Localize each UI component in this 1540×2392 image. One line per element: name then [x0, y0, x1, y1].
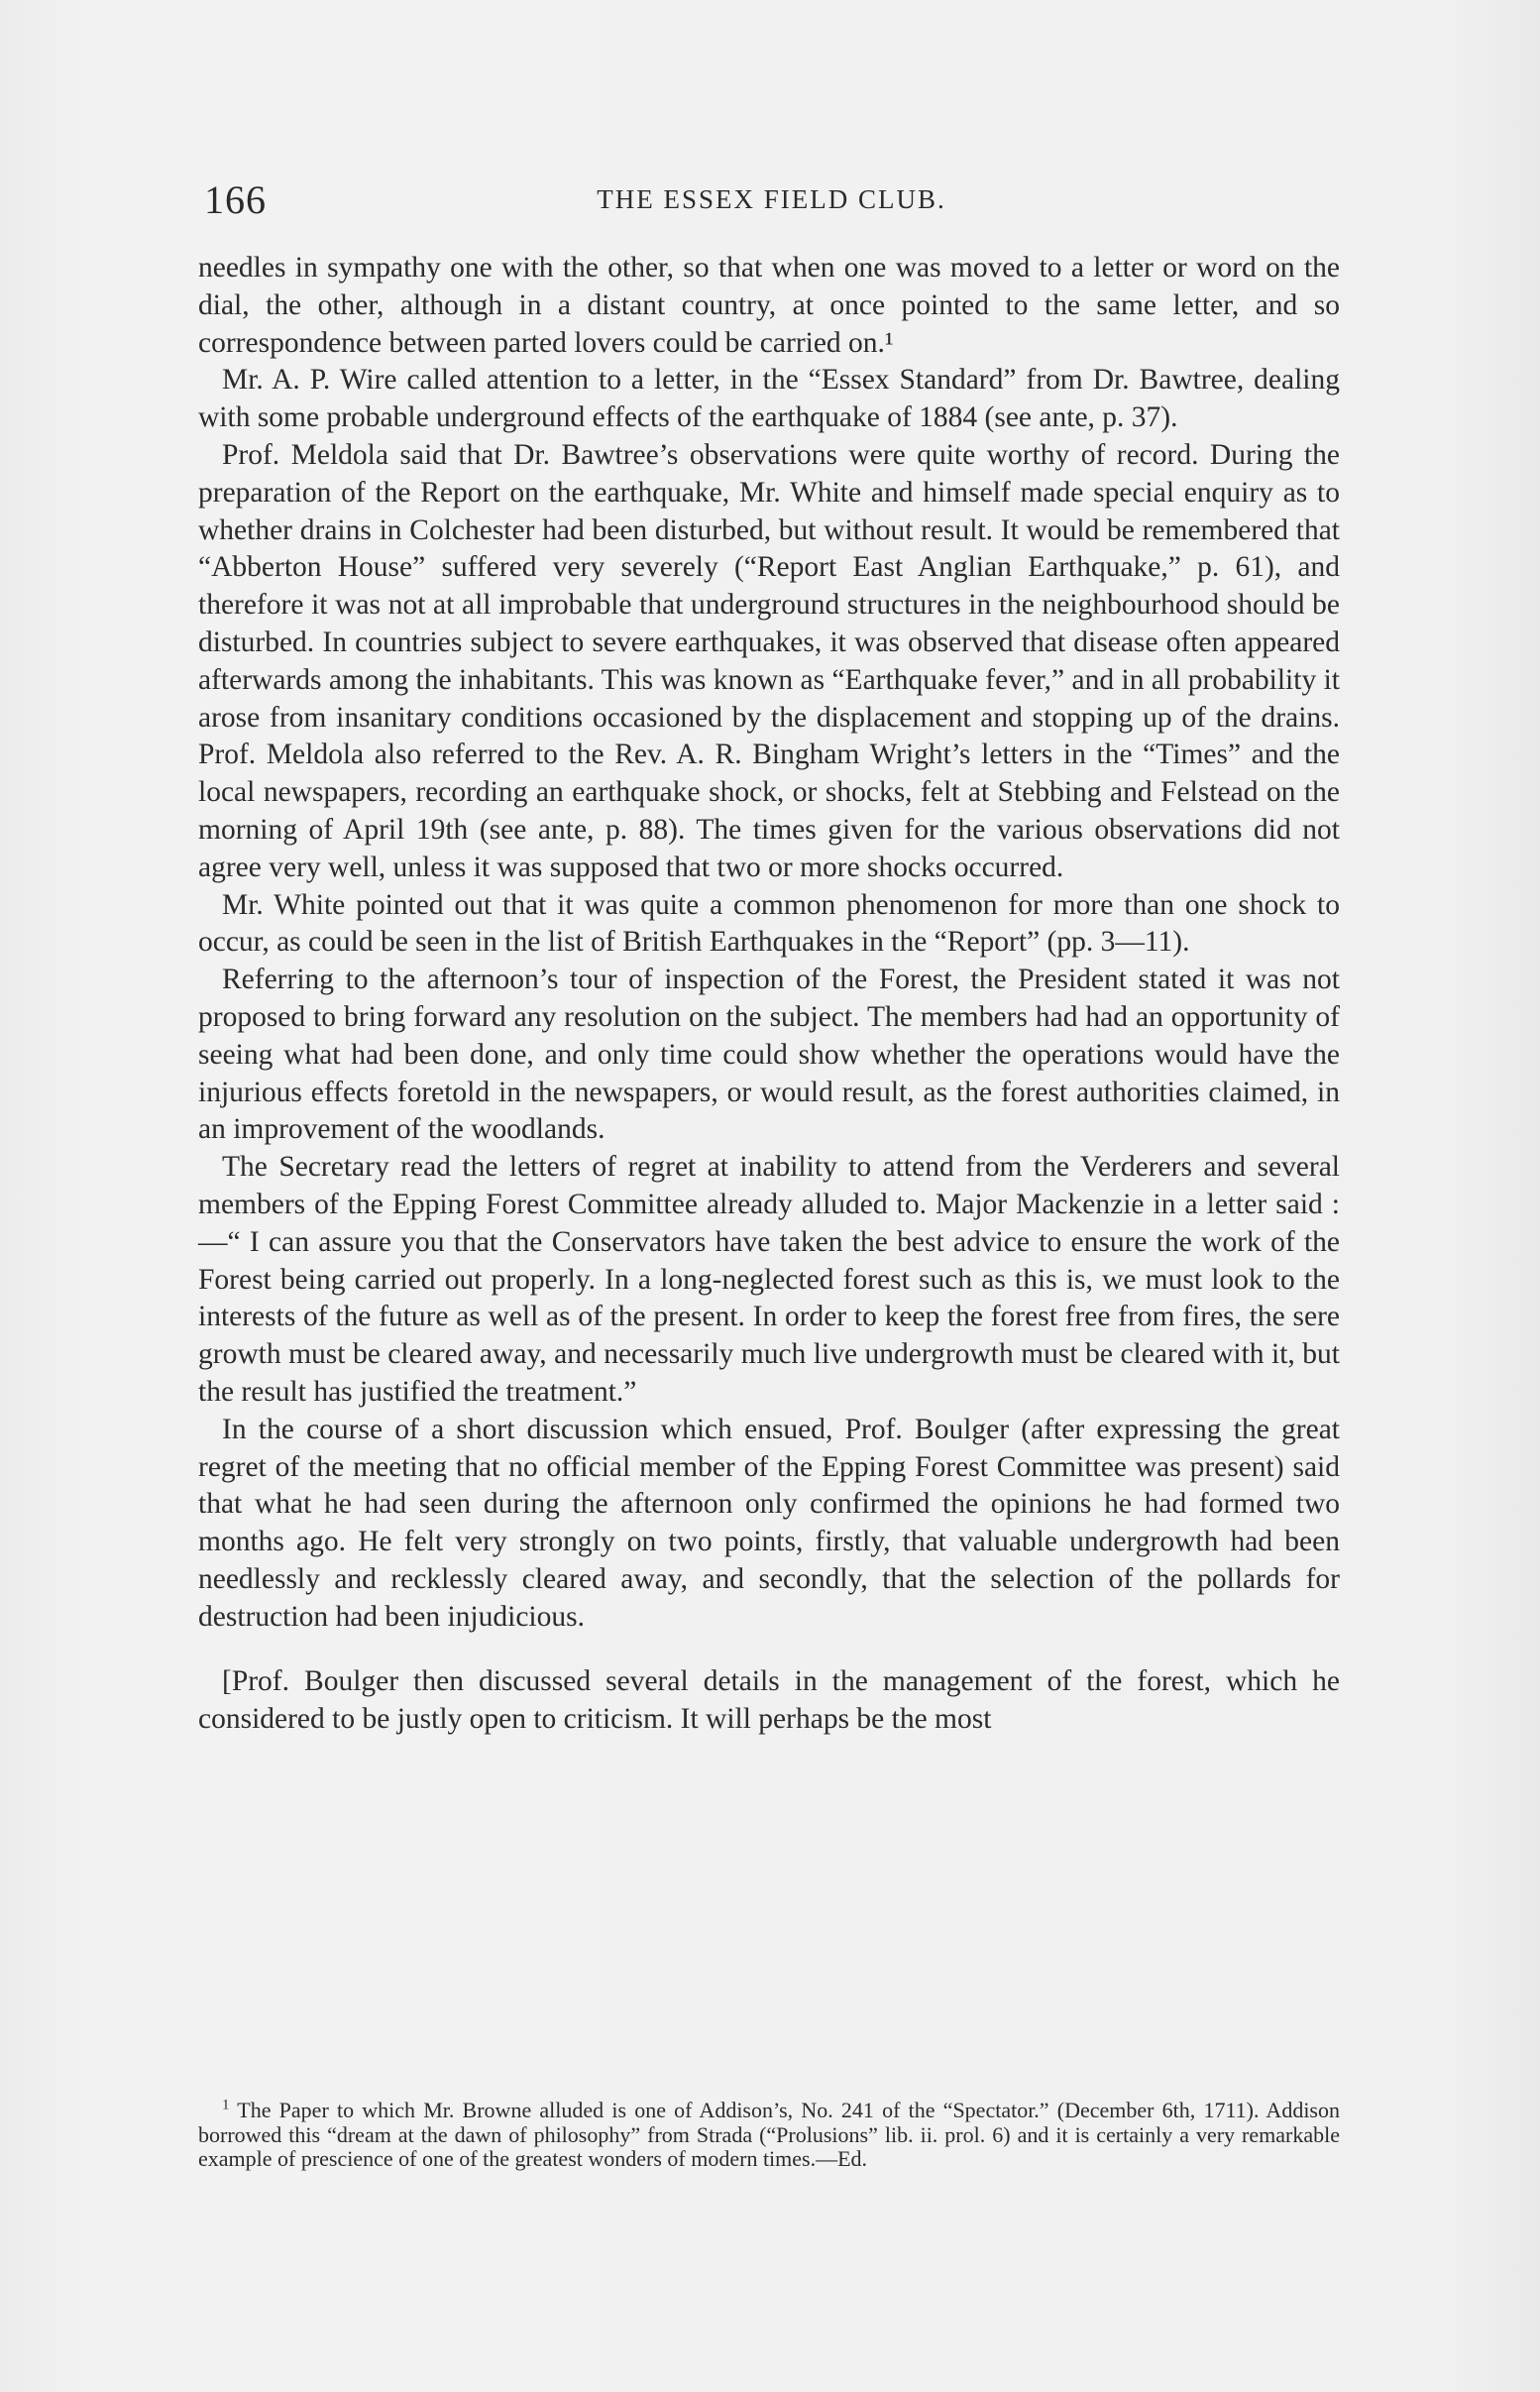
paragraph-boulger-details: [Prof. Boulger then discussed several details in the management of the forest, which he considered to be justly open to criticism. It will perhaps be the most — [198, 1665, 1340, 1736]
paragraph-meldola: Prof. Meldola said that Dr. Bawtree’s observations were quite worthy of record. During the preparation of the Report on the earthquake, Mr. White and himself made special enquiry as to whether drains in Colchester had been disturbed, but without result. It would be remembered that “Abberton House” suffered very severely (“Report East Anglian Earthquake,” p. 61), and therefore it was not at all improbable that underground structures in the neighbourhood should be disturbed. In countries subject to severe earthquakes, it was observed that disease often appeared afterwards among the inhabitants. This was known as “Earthquake fever,” and in all probability it arose from insanitary conditions occasioned by the displacement and stopping up of the drains. Prof. Meldola also referred to the Rev. A. R. Bingham Wright’s letters in the “Times” and the local newspapers, recording an earthquake shock, or shocks, felt at Stebbing and Felstead on the morning of April 19th (see ante, p. 88). The times given for the various observations did not agree very well, unless it was supposed that two or more shocks occurred. — [198, 438, 1340, 883]
paragraph-white: Mr. White pointed out that it was quite a common phenomenon for more than one shock to occur, as could be seen in the list of British Earthquakes in the “Report” (pp. 3—11). — [198, 888, 1340, 959]
body-text — [198, 250, 1340, 1739]
paragraph-secretary: The Secretary read the letters of regret at inability to attend from the Verderers and several members of the Epping Forest Committee already alluded to. Major Mackenzie in a letter said :—“ I can assure you that the Conservators have taken the best advice to ensure the work of the Forest being carried out properly. In a long-neglected forest such as this is, we must look to the interests of the future as well as of the present. In order to keep the forest free from fires, the sere growth must be cleared away, and necessarily much live undergrowth must be cleared with it, but the result has justified the treatment.” — [198, 1151, 1340, 1408]
paragraph-boulger: In the course of a short discussion which ensued, Prof. Boulger (after expressing the great regret of the meeting that no official member of the Epping Forest Committee was present) said that what he had seen during the afternoon only confirmed the opinions he had formed two months ago. He felt very strongly on two points, firstly, that valuable undergrowth had been needlessly and recklessly cleared away, and secondly, that the selection of the pollards for destruction had been injudicious. — [198, 1413, 1340, 1633]
footnote-marker: 1 — [222, 2097, 230, 2113]
paragraph-wire: Mr. A. P. Wire called attention to a letter, in the “Essex Standard” from Dr. Bawtree, dealing with some probable underground effects of the earthquake of 1884 (see ante, p. 37). — [198, 364, 1340, 434]
footnote-text: The Paper to which Mr. Browne alluded is one of Addison’s, No. 241 of the “Spectator.” (December 6th, 1711). Addison borrowed this “dream at the dawn of philosophy” from Strada (“Prolusions” lib. ii. prol. 6) and it is certainly a very remarkable example of prescience of one of the greatest wonders of modern times.—Ed. — [198, 2098, 1340, 2171]
running-title: THE ESSEX FIELD CLUB. — [597, 184, 946, 214]
footnote — [198, 2099, 1340, 2172]
paragraph-continuation: needles in sympathy one with the other, so that when one was moved to a letter or word on the dial, the other, although in a distant country, at once pointed to the same letter, and so correspondence between parted lovers could be carried on.¹ — [198, 252, 1340, 359]
footnote-paragraph — [198, 2099, 1340, 2172]
page-header — [204, 176, 1339, 226]
paragraph-forest-tour: Referring to the afternoon’s tour of inspection of the Forest, the President stated it was not proposed to bring forward any resolution on the subject. The members had had an opportunity of seeing what had been done, and only time could show whether the operations would have the injurious effects foretold in the newspapers, or would result, as the forest authorities claimed, in an improvement of the woodlands. — [198, 964, 1340, 1146]
page-number: 166 — [204, 177, 267, 222]
